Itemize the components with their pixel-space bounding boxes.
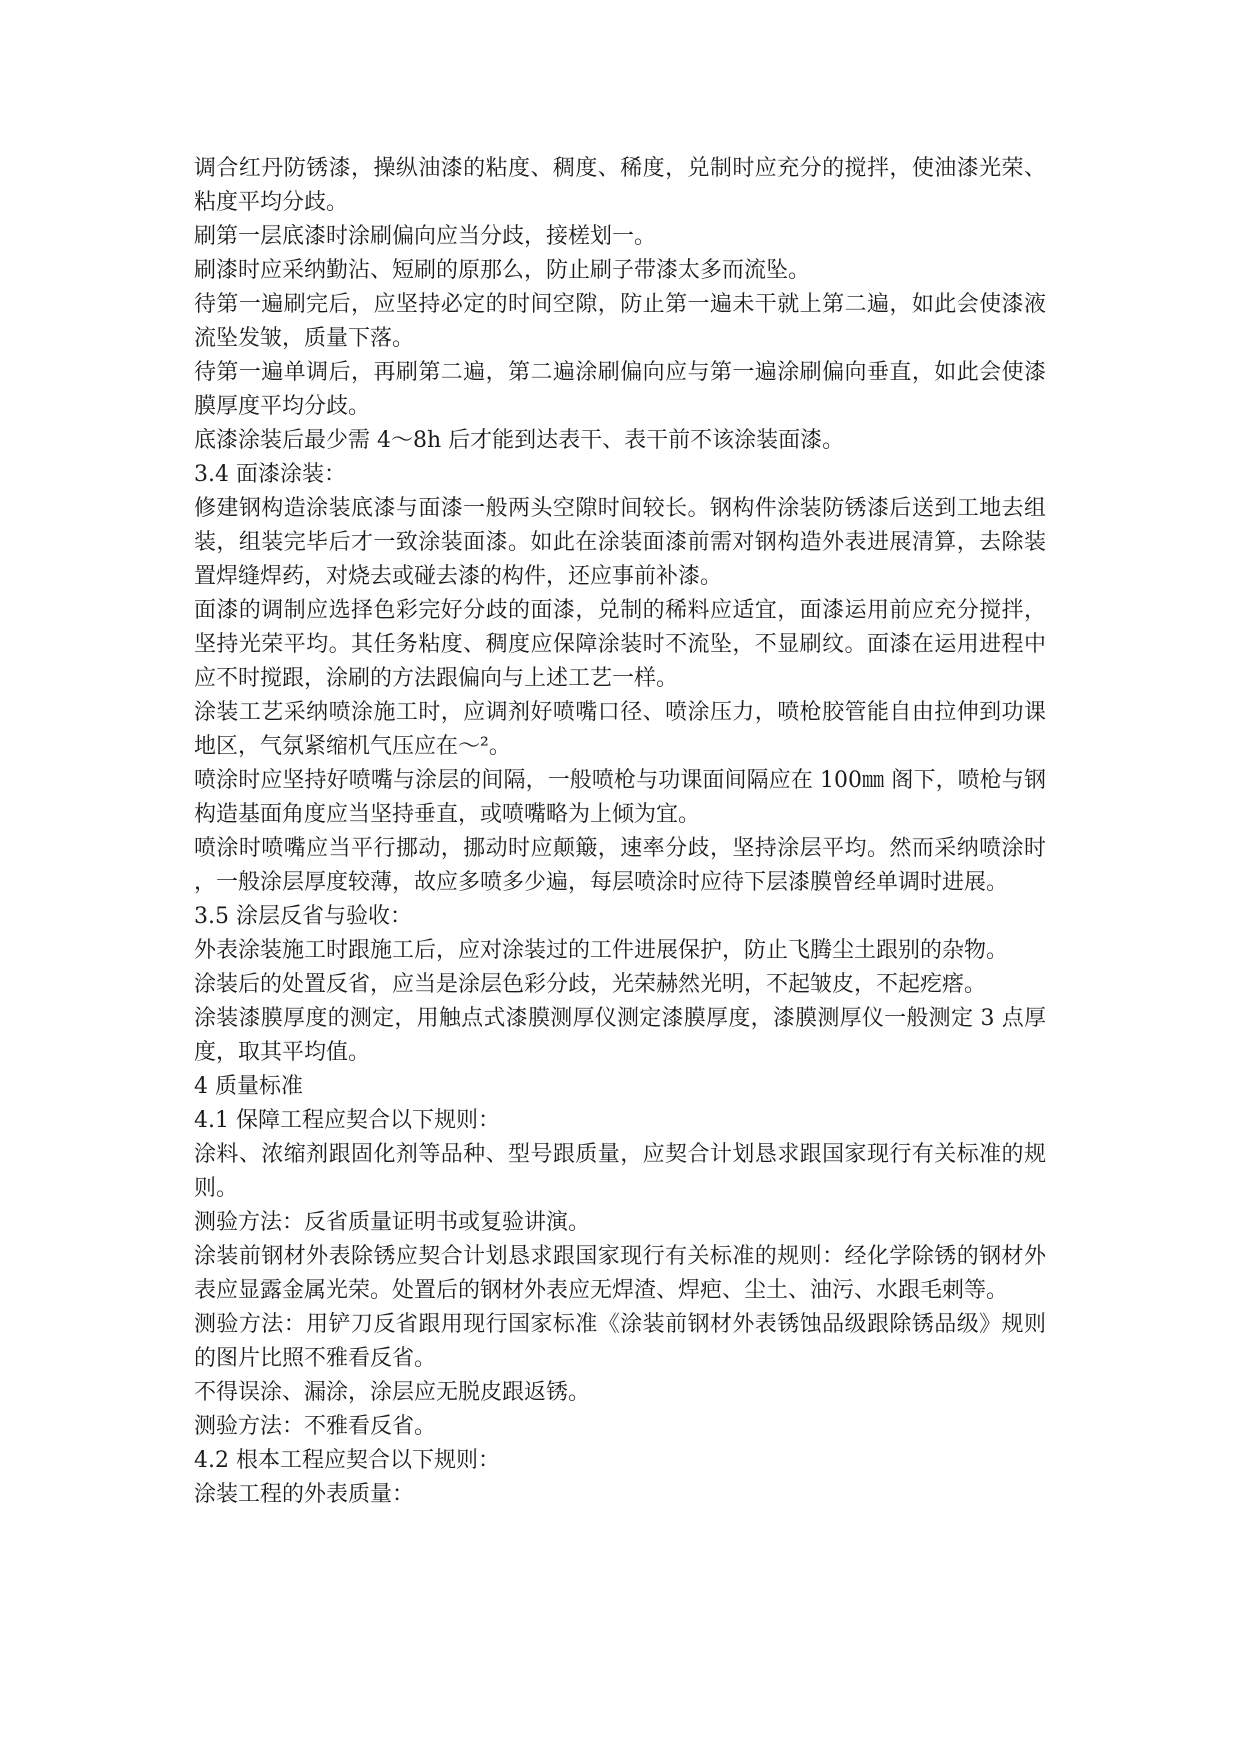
section-heading: 3.4 面漆涂装： xyxy=(194,462,346,487)
section-heading: 4 质量标准 xyxy=(194,1074,303,1099)
paragraph: 调合红丹防锈漆，操纵油漆的粘度、稠度、稀度，兑制时应充分的搅拌，使油漆光荣、粘度平均分歧。 xyxy=(194,156,1046,215)
paragraph: 修建钢构造涂装底漆与面漆一般两头空隙时间较长。钢构件涂装防锈漆后送到工地去组装，组装完毕后才一致涂装面漆。如此在涂装面漆前需对钢构造外表进展清算，去除装置焊缝焊药，对烧去或碰去漆的构件，还应事前补漆。 xyxy=(194,496,1046,589)
paragraph: 喷涂时喷嘴应当平行挪动，挪动时应颠簸，速率分歧，坚持涂层平均。然而采纳喷涂时，一般涂层厚度较薄，故应多喷多少遍，每层喷涂时应待下层漆膜曾经单调时进展。 xyxy=(194,836,1046,895)
paragraph: 不得误涂、漏涂，涂层应无脱皮跟返锈。 xyxy=(194,1380,591,1405)
paragraph: 刷第一层底漆时涂刷偏向应当分歧，接槎划一。 xyxy=(194,224,657,249)
paragraph: 刷漆时应采纳勤沾、短刷的原那么，防止刷子带漆太多而流坠。 xyxy=(194,258,811,283)
paragraph: 外表涂装施工时跟施工后，应对涂装过的工件进展保护，防止飞腾尘土跟别的杂物。 xyxy=(194,938,1009,963)
section-heading: 4.2 根本工程应契合以下规则： xyxy=(194,1448,500,1473)
paragraph: 测验方法：用铲刀反省跟用现行国家标准《涂装前钢材外表锈蚀品级跟除锈品级》规则的图片比照不雅看反省。 xyxy=(194,1312,1046,1371)
paragraph: 涂装后的处置反省，应当是涂层色彩分歧，光荣赫然光明，不起皱皮，不起疙瘩。 xyxy=(194,972,987,997)
paragraph: 喷涂时应坚持好喷嘴与涂层的间隔，一般喷枪与功课面间隔应在 100㎜ 阁下，喷枪与钢构造基面角度应当坚持垂直，或喷嘴略为上倾为宜。 xyxy=(194,768,1046,827)
paragraph: 待第一遍刷完后，应坚持必定的时间空隙，防止第一遍未干就上第二遍，如此会使漆液流坠发皱，质量下落。 xyxy=(194,292,1046,351)
paragraph: 测验方法：反省质量证明书或复验讲演。 xyxy=(194,1210,591,1235)
paragraph: 面漆的调制应选择色彩完好分歧的面漆，兑制的稀料应适宜，面漆运用前应充分搅拌，坚持光荣平均。其任务粘度、稠度应保障涂装时不流坠，不显刷纹。面漆在运用进程中应不时搅跟，涂刷的方法跟偏向与上述工艺一样。 xyxy=(194,598,1046,691)
paragraph: 待第一遍单调后，再刷第二遍，第二遍涂刷偏向应与第一遍涂刷偏向垂直，如此会使漆膜厚度平均分歧。 xyxy=(194,360,1046,419)
paragraph: 底漆涂装后最少需 4～8h 后才能到达表干、表干前不该涂装面漆。 xyxy=(194,428,845,453)
paragraph: 涂装前钢材外表除锈应契合计划恳求跟国家现行有关标准的规则：经化学除锈的钢材外表应显露金属光荣。处置后的钢材外表应无焊渣、焊疤、尘土、油污、水跟毛刺等。 xyxy=(194,1244,1046,1303)
section-heading: 3.5 涂层反省与验收： xyxy=(194,904,412,929)
section-heading: 4.1 保障工程应契合以下规则： xyxy=(194,1108,500,1133)
paragraph: 涂装工程的外表质量： xyxy=(194,1482,415,1507)
paragraph: 涂装工艺采纳喷涂施工时，应调剂好喷嘴口径、喷涂压力，喷枪胶管能自由拉伸到功课地区，气氛紧缩机气压应在～²。 xyxy=(194,700,1046,759)
paragraph: 测验方法：不雅看反省。 xyxy=(194,1414,437,1439)
paragraph: 涂装漆膜厚度的测定，用触点式漆膜测厚仪测定漆膜厚度，漆膜测厚仪一般测定 3 点厚度，取其平均值。 xyxy=(194,1006,1046,1065)
paragraph: 涂料、浓缩剂跟固化剂等品种、型号跟质量，应契合计划恳求跟国家现行有关标准的规则。 xyxy=(194,1142,1046,1201)
document-body xyxy=(194,152,1046,1512)
